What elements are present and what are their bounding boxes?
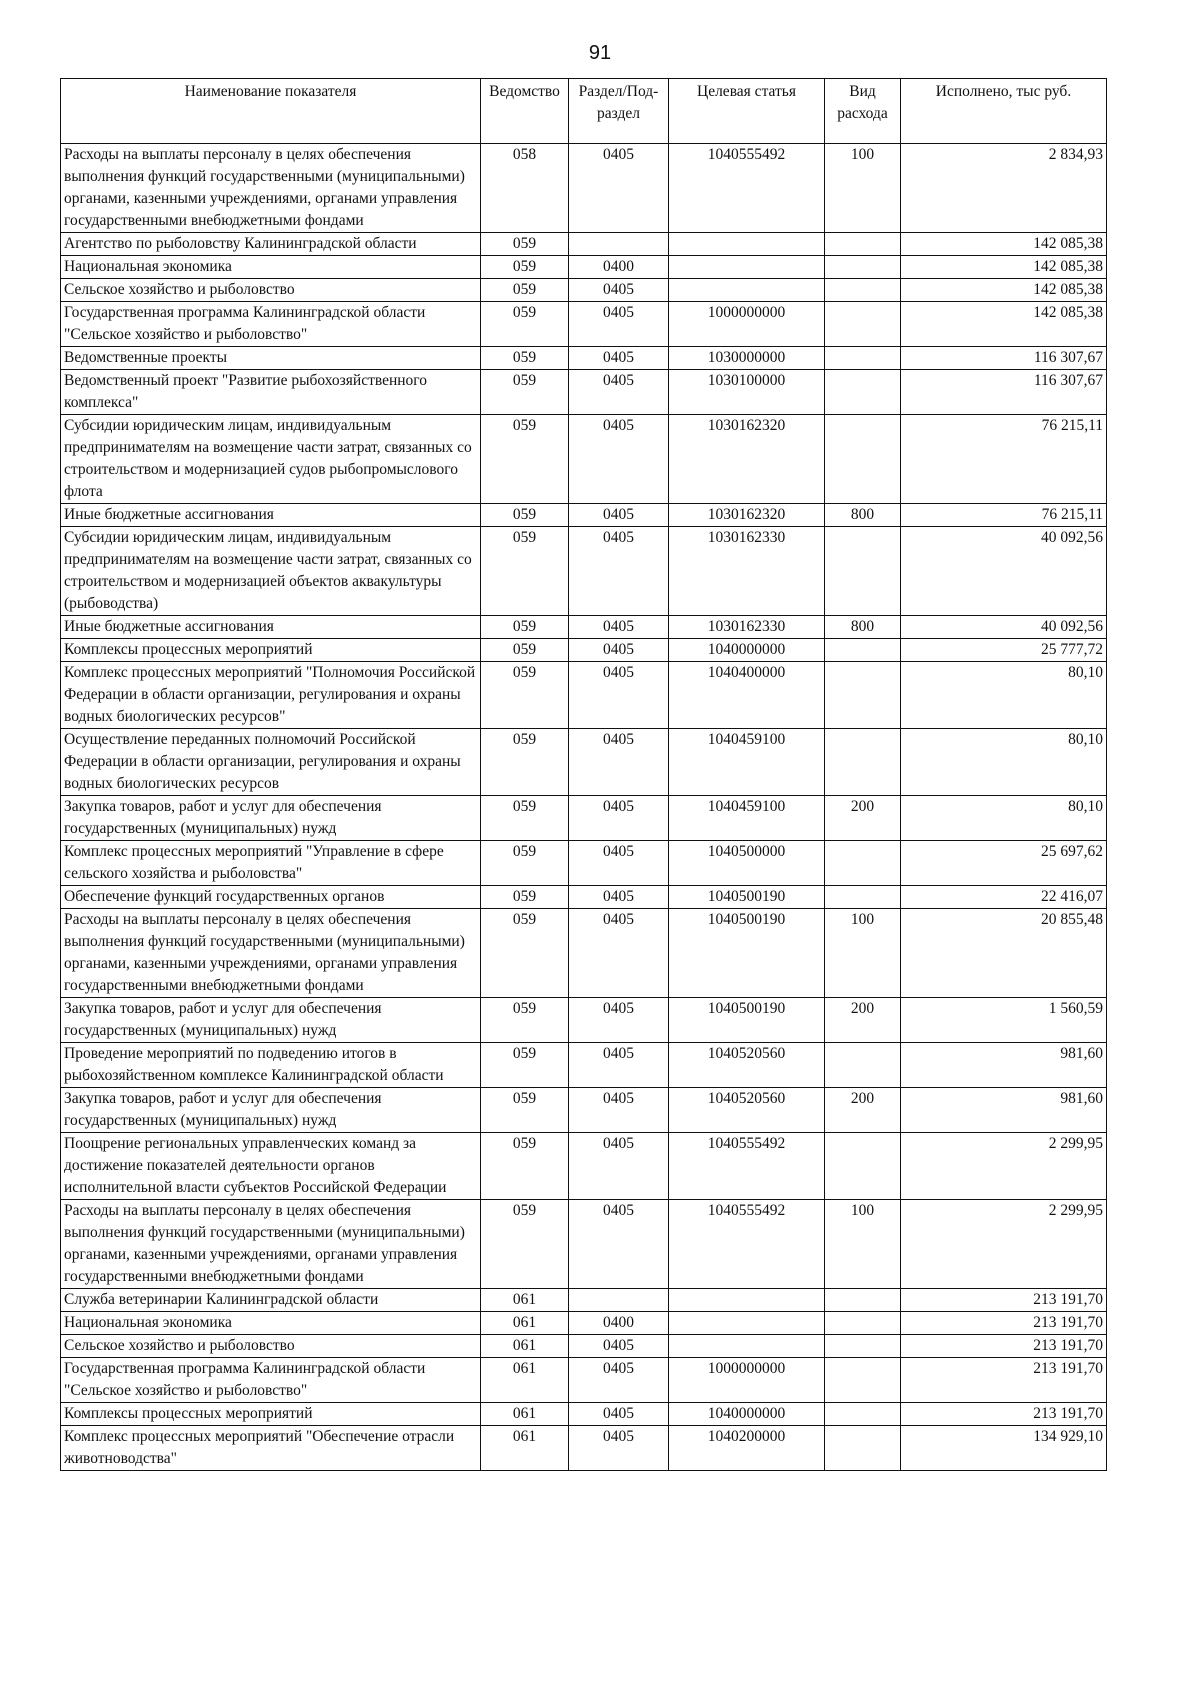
target-article-cell: 1040200000 xyxy=(669,1426,825,1471)
target-article-cell: 1040000000 xyxy=(669,639,825,662)
section-code-cell: 0405 xyxy=(569,1200,669,1289)
table-row xyxy=(61,370,1107,415)
target-article-cell: 1040500000 xyxy=(669,841,825,886)
expense-type-cell xyxy=(825,1403,901,1426)
section-code-cell: 0405 xyxy=(569,886,669,909)
department-code-cell: 059 xyxy=(481,1043,569,1088)
target-article-cell: 1040520560 xyxy=(669,1043,825,1088)
department-code-cell: 059 xyxy=(481,1088,569,1133)
indicator-name-cell: Агентство по рыболовству Калининградской области xyxy=(61,233,481,256)
target-article-cell: 1040555492 xyxy=(669,144,825,233)
expense-type-cell xyxy=(825,1426,901,1471)
department-code-cell: 061 xyxy=(481,1312,569,1335)
department-code-cell: 059 xyxy=(481,256,569,279)
table-row xyxy=(61,1312,1107,1335)
target-article-cell: 1040500190 xyxy=(669,998,825,1043)
section-code-cell: 0405 xyxy=(569,504,669,527)
expense-type-cell xyxy=(825,639,901,662)
department-code-cell: 061 xyxy=(481,1289,569,1312)
indicator-name-cell: Национальная экономика xyxy=(61,256,481,279)
section-code-cell: 0405 xyxy=(569,662,669,729)
expense-type-cell xyxy=(825,1335,901,1358)
section-code-cell: 0405 xyxy=(569,639,669,662)
department-code-cell: 059 xyxy=(481,279,569,302)
table-body xyxy=(61,144,1107,1471)
expense-type-cell: 800 xyxy=(825,504,901,527)
target-article-cell: 1040500190 xyxy=(669,909,825,998)
table-row xyxy=(61,616,1107,639)
department-code-cell: 059 xyxy=(481,1200,569,1289)
table-row xyxy=(61,415,1107,504)
section-code-cell: 0405 xyxy=(569,1133,669,1200)
department-code-cell: 061 xyxy=(481,1358,569,1403)
expense-type-cell xyxy=(825,1312,901,1335)
department-code-cell: 059 xyxy=(481,796,569,841)
expense-type-cell xyxy=(825,256,901,279)
executed-amount-cell: 2 299,95 xyxy=(901,1200,1107,1289)
executed-amount-cell: 142 085,38 xyxy=(901,279,1107,302)
expense-type-cell: 200 xyxy=(825,796,901,841)
section-code-cell: 0405 xyxy=(569,998,669,1043)
executed-amount-cell: 76 215,11 xyxy=(901,415,1107,504)
header-section: Раздел/Под-раздел xyxy=(569,79,669,144)
target-article-cell: 1040459100 xyxy=(669,796,825,841)
section-code-cell: 0405 xyxy=(569,1088,669,1133)
expense-type-cell xyxy=(825,347,901,370)
table-row xyxy=(61,1403,1107,1426)
section-code-cell: 0405 xyxy=(569,347,669,370)
department-code-cell: 059 xyxy=(481,998,569,1043)
department-code-cell: 059 xyxy=(481,527,569,616)
section-code-cell xyxy=(569,233,669,256)
expense-type-cell xyxy=(825,279,901,302)
executed-amount-cell: 1 560,59 xyxy=(901,998,1107,1043)
department-code-cell: 059 xyxy=(481,729,569,796)
table-row xyxy=(61,841,1107,886)
indicator-name-cell: Комплекс процессных мероприятий "Полномочия Российской Федерации в области организации, регулирования и охраны водных биологических ресурсов" xyxy=(61,662,481,729)
budget-execution-table xyxy=(60,78,1107,1471)
indicator-name-cell: Иные бюджетные ассигнования xyxy=(61,616,481,639)
executed-amount-cell: 40 092,56 xyxy=(901,616,1107,639)
expense-type-cell xyxy=(825,1289,901,1312)
indicator-name-cell: Сельское хозяйство и рыболовство xyxy=(61,1335,481,1358)
expense-type-cell xyxy=(825,370,901,415)
executed-amount-cell: 25 777,72 xyxy=(901,639,1107,662)
table-row xyxy=(61,527,1107,616)
indicator-name-cell: Закупка товаров, работ и услуг для обеспечения государственных (муниципальных) нужд xyxy=(61,1088,481,1133)
target-article-cell: 1040500190 xyxy=(669,886,825,909)
target-article-cell xyxy=(669,1289,825,1312)
target-article-cell: 1030162320 xyxy=(669,504,825,527)
indicator-name-cell: Расходы на выплаты персоналу в целях обеспечения выполнения функций государственными (муниципальными) органами, казенными учреждениями, органами управления государственными внебюджетными фондами xyxy=(61,144,481,233)
department-code-cell: 059 xyxy=(481,370,569,415)
target-article-cell: 1030000000 xyxy=(669,347,825,370)
executed-amount-cell: 981,60 xyxy=(901,1088,1107,1133)
expense-type-cell: 200 xyxy=(825,998,901,1043)
target-article-cell: 1040520560 xyxy=(669,1088,825,1133)
executed-amount-cell: 142 085,38 xyxy=(901,256,1107,279)
target-article-cell: 1040555492 xyxy=(669,1200,825,1289)
table-row xyxy=(61,347,1107,370)
indicator-name-cell: Служба ветеринарии Калининградской области xyxy=(61,1289,481,1312)
header-target-article: Целевая статья xyxy=(669,79,825,144)
executed-amount-cell: 2 834,93 xyxy=(901,144,1107,233)
target-article-cell: 1030162330 xyxy=(669,616,825,639)
section-code-cell: 0405 xyxy=(569,616,669,639)
executed-amount-cell: 142 085,38 xyxy=(901,233,1107,256)
target-article-cell xyxy=(669,1335,825,1358)
department-code-cell: 059 xyxy=(481,886,569,909)
table-row xyxy=(61,256,1107,279)
section-code-cell: 0400 xyxy=(569,1312,669,1335)
section-code-cell: 0405 xyxy=(569,1426,669,1471)
target-article-cell: 1040459100 xyxy=(669,729,825,796)
expense-type-cell xyxy=(825,415,901,504)
header-expense-type: Вид расхода xyxy=(825,79,901,144)
indicator-name-cell: Ведомственные проекты xyxy=(61,347,481,370)
expense-type-cell: 100 xyxy=(825,1200,901,1289)
table-row xyxy=(61,144,1107,233)
table-row xyxy=(61,1088,1107,1133)
table-row xyxy=(61,233,1107,256)
indicator-name-cell: Национальная экономика xyxy=(61,1312,481,1335)
target-article-cell: 1030100000 xyxy=(669,370,825,415)
table-header-row xyxy=(61,79,1107,144)
indicator-name-cell: Сельское хозяйство и рыболовство xyxy=(61,279,481,302)
target-article-cell: 1040400000 xyxy=(669,662,825,729)
table-row xyxy=(61,1289,1107,1312)
target-article-cell: 1030162320 xyxy=(669,415,825,504)
department-code-cell: 061 xyxy=(481,1335,569,1358)
executed-amount-cell: 142 085,38 xyxy=(901,302,1107,347)
expense-type-cell xyxy=(825,1358,901,1403)
indicator-name-cell: Государственная программа Калининградской области "Сельское хозяйство и рыболовство" xyxy=(61,1358,481,1403)
expense-type-cell xyxy=(825,527,901,616)
expense-type-cell: 100 xyxy=(825,909,901,998)
indicator-name-cell: Комплексы процессных мероприятий xyxy=(61,639,481,662)
department-code-cell: 059 xyxy=(481,347,569,370)
table-row xyxy=(61,639,1107,662)
expense-type-cell xyxy=(825,233,901,256)
executed-amount-cell: 213 191,70 xyxy=(901,1335,1107,1358)
expense-type-cell xyxy=(825,1043,901,1088)
indicator-name-cell: Субсидии юридическим лицам, индивидуальным предпринимателям на возмещение части затрат, связанных со строительством и модернизацией судов рыбопромыслового флота xyxy=(61,415,481,504)
target-article-cell xyxy=(669,279,825,302)
executed-amount-cell: 116 307,67 xyxy=(901,370,1107,415)
section-code-cell: 0405 xyxy=(569,909,669,998)
executed-amount-cell: 213 191,70 xyxy=(901,1358,1107,1403)
table-row xyxy=(61,662,1107,729)
section-code-cell: 0405 xyxy=(569,1043,669,1088)
department-code-cell: 059 xyxy=(481,1133,569,1200)
section-code-cell: 0405 xyxy=(569,415,669,504)
expense-type-cell: 200 xyxy=(825,1088,901,1133)
section-code-cell: 0405 xyxy=(569,1358,669,1403)
section-code-cell: 0400 xyxy=(569,256,669,279)
executed-amount-cell: 22 416,07 xyxy=(901,886,1107,909)
executed-amount-cell: 20 855,48 xyxy=(901,909,1107,998)
indicator-name-cell: Иные бюджетные ассигнования xyxy=(61,504,481,527)
target-article-cell xyxy=(669,256,825,279)
section-code-cell: 0405 xyxy=(569,1335,669,1358)
section-code-cell: 0405 xyxy=(569,302,669,347)
section-code-cell: 0405 xyxy=(569,279,669,302)
indicator-name-cell: Ведомственный проект "Развитие рыбохозяйственного комплекса" xyxy=(61,370,481,415)
table-row xyxy=(61,886,1107,909)
table-row xyxy=(61,504,1107,527)
table-row xyxy=(61,1358,1107,1403)
executed-amount-cell: 213 191,70 xyxy=(901,1403,1107,1426)
department-code-cell: 059 xyxy=(481,504,569,527)
header-department: Ведомство xyxy=(481,79,569,144)
indicator-name-cell: Проведение мероприятий по подведению итогов в рыбохозяйственном комплексе Калининградской области xyxy=(61,1043,481,1088)
department-code-cell: 059 xyxy=(481,233,569,256)
section-code-cell: 0405 xyxy=(569,729,669,796)
target-article-cell: 1000000000 xyxy=(669,1358,825,1403)
executed-amount-cell: 40 092,56 xyxy=(901,527,1107,616)
table-row xyxy=(61,909,1107,998)
page-number: 91 xyxy=(588,42,612,64)
indicator-name-cell: Обеспечение функций государственных органов xyxy=(61,886,481,909)
executed-amount-cell: 76 215,11 xyxy=(901,504,1107,527)
target-article-cell: 1040555492 xyxy=(669,1133,825,1200)
target-article-cell xyxy=(669,1312,825,1335)
section-code-cell: 0405 xyxy=(569,841,669,886)
department-code-cell: 058 xyxy=(481,144,569,233)
executed-amount-cell: 80,10 xyxy=(901,796,1107,841)
table-row xyxy=(61,1335,1107,1358)
executed-amount-cell: 981,60 xyxy=(901,1043,1107,1088)
executed-amount-cell: 80,10 xyxy=(901,662,1107,729)
table-row xyxy=(61,1200,1107,1289)
department-code-cell: 059 xyxy=(481,415,569,504)
department-code-cell: 059 xyxy=(481,639,569,662)
indicator-name-cell: Субсидии юридическим лицам, индивидуальным предпринимателям на возмещение части затрат, связанных со строительством и модернизацией объектов аквакультуры (рыбоводства) xyxy=(61,527,481,616)
indicator-name-cell: Расходы на выплаты персоналу в целях обеспечения выполнения функций государственными (муниципальными) органами, казенными учреждениями, органами управления государственными внебюджетными фондами xyxy=(61,1200,481,1289)
department-code-cell: 061 xyxy=(481,1403,569,1426)
executed-amount-cell: 213 191,70 xyxy=(901,1312,1107,1335)
target-article-cell: 1040000000 xyxy=(669,1403,825,1426)
executed-amount-cell: 134 929,10 xyxy=(901,1426,1107,1471)
indicator-name-cell: Государственная программа Калининградской области "Сельское хозяйство и рыболовство" xyxy=(61,302,481,347)
section-code-cell: 0405 xyxy=(569,527,669,616)
expense-type-cell xyxy=(825,302,901,347)
expense-type-cell xyxy=(825,886,901,909)
expense-type-cell: 100 xyxy=(825,144,901,233)
target-article-cell: 1000000000 xyxy=(669,302,825,347)
executed-amount-cell: 80,10 xyxy=(901,729,1107,796)
table-row xyxy=(61,302,1107,347)
table-row xyxy=(61,279,1107,302)
expense-type-cell xyxy=(825,1133,901,1200)
indicator-name-cell: Поощрение региональных управленческих команд за достижение показателей деятельности органов исполнительной власти субъектов Российской Федерации xyxy=(61,1133,481,1200)
section-code-cell: 0405 xyxy=(569,1403,669,1426)
department-code-cell: 059 xyxy=(481,302,569,347)
indicator-name-cell: Расходы на выплаты персоналу в целях обеспечения выполнения функций государственными (муниципальными) органами, казенными учреждениями, органами управления государственными внебюджетными фондами xyxy=(61,909,481,998)
indicator-name-cell: Комплекс процессных мероприятий "Обеспечение отрасли животноводства" xyxy=(61,1426,481,1471)
department-code-cell: 059 xyxy=(481,841,569,886)
section-code-cell: 0405 xyxy=(569,370,669,415)
expense-type-cell xyxy=(825,841,901,886)
department-code-cell: 059 xyxy=(481,662,569,729)
section-code-cell xyxy=(569,1289,669,1312)
table-row xyxy=(61,998,1107,1043)
section-code-cell: 0405 xyxy=(569,144,669,233)
expense-type-cell xyxy=(825,729,901,796)
table-row xyxy=(61,1133,1107,1200)
section-code-cell: 0405 xyxy=(569,796,669,841)
executed-amount-cell: 2 299,95 xyxy=(901,1133,1107,1200)
target-article-cell: 1030162330 xyxy=(669,527,825,616)
indicator-name-cell: Осуществление переданных полномочий Российской Федерации в области организации, регулирования и охраны водных биологических ресурсов xyxy=(61,729,481,796)
department-code-cell: 061 xyxy=(481,1426,569,1471)
executed-amount-cell: 213 191,70 xyxy=(901,1289,1107,1312)
header-executed-amount: Исполнено, тыс руб. xyxy=(901,79,1107,144)
expense-type-cell xyxy=(825,662,901,729)
header-indicator-name: Наименование показателя xyxy=(61,79,481,144)
table-row xyxy=(61,1426,1107,1471)
table-row xyxy=(61,796,1107,841)
executed-amount-cell: 25 697,62 xyxy=(901,841,1107,886)
department-code-cell: 059 xyxy=(481,616,569,639)
department-code-cell: 059 xyxy=(481,909,569,998)
indicator-name-cell: Комплекс процессных мероприятий "Управление в сфере сельского хозяйства и рыболовства" xyxy=(61,841,481,886)
executed-amount-cell: 116 307,67 xyxy=(901,347,1107,370)
indicator-name-cell: Комплексы процессных мероприятий xyxy=(61,1403,481,1426)
table-row xyxy=(61,729,1107,796)
expense-type-cell: 800 xyxy=(825,616,901,639)
indicator-name-cell: Закупка товаров, работ и услуг для обеспечения государственных (муниципальных) нужд xyxy=(61,998,481,1043)
indicator-name-cell: Закупка товаров, работ и услуг для обеспечения государственных (муниципальных) нужд xyxy=(61,796,481,841)
table-row xyxy=(61,1043,1107,1088)
target-article-cell xyxy=(669,233,825,256)
